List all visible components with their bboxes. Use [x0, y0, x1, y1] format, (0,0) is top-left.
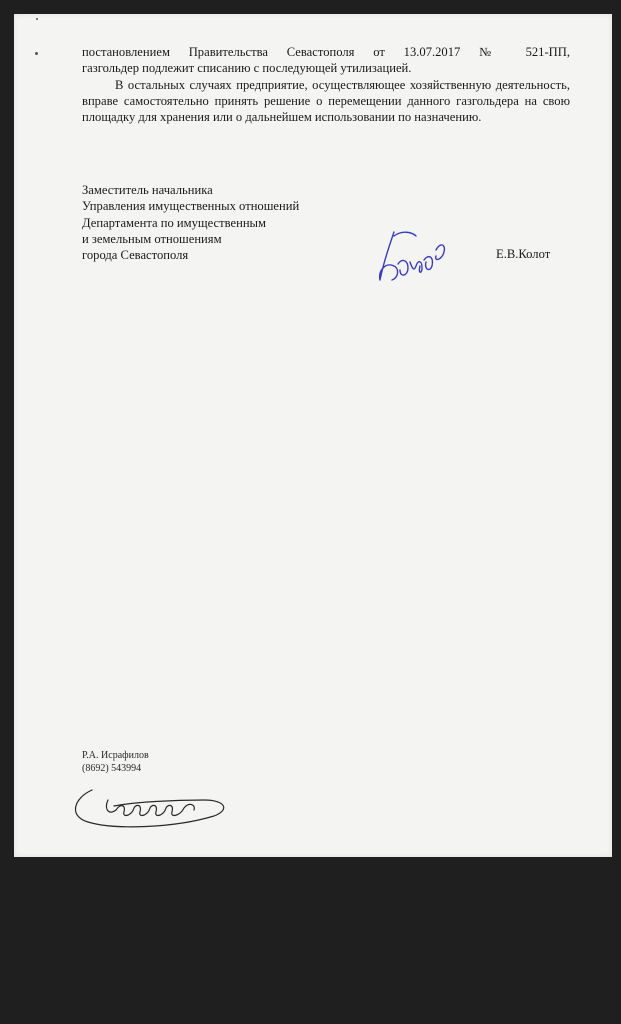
paragraph-2: В остальных случаях предприятие, осуществляющее хозяйственную деятельность, вправе самостоятельно принять решение о перемещении данного газгольдера на свою площадку для хранения или о дальнейшем использовании по назначению.: [82, 77, 570, 125]
scan-speck: [36, 18, 38, 20]
document-body: [82, 44, 570, 125]
signatory-title-line: Департамента по имущественным: [82, 215, 266, 230]
executor-signature: [54, 776, 234, 836]
signatory-title-line: города Севастополя: [82, 248, 189, 263]
scan-speck: [35, 52, 38, 55]
document-sheet: [14, 14, 612, 857]
executor-phone: (8692) 543994: [82, 762, 142, 774]
paragraph-1-line-2: газгольдер подлежит списанию с последующей утилизацией.: [82, 61, 412, 76]
signatory-name: Е.В.Колот: [496, 247, 551, 261]
signatory-title-line: Заместитель начальника: [82, 183, 213, 197]
signatory-title-line: и земельным отношениям: [82, 231, 222, 246]
paragraph-1-line-1: постановлением Правительства Севастополя от 13.07.2017 № 521-ПП,: [82, 45, 570, 59]
handwritten-signature: [364, 222, 464, 288]
executor-name: Р.А. Исрафилов: [82, 750, 149, 761]
signatory-title-line: Управления имущественных отношений: [82, 199, 300, 214]
executor-info: [82, 750, 149, 775]
signatory-title: [82, 182, 299, 263]
